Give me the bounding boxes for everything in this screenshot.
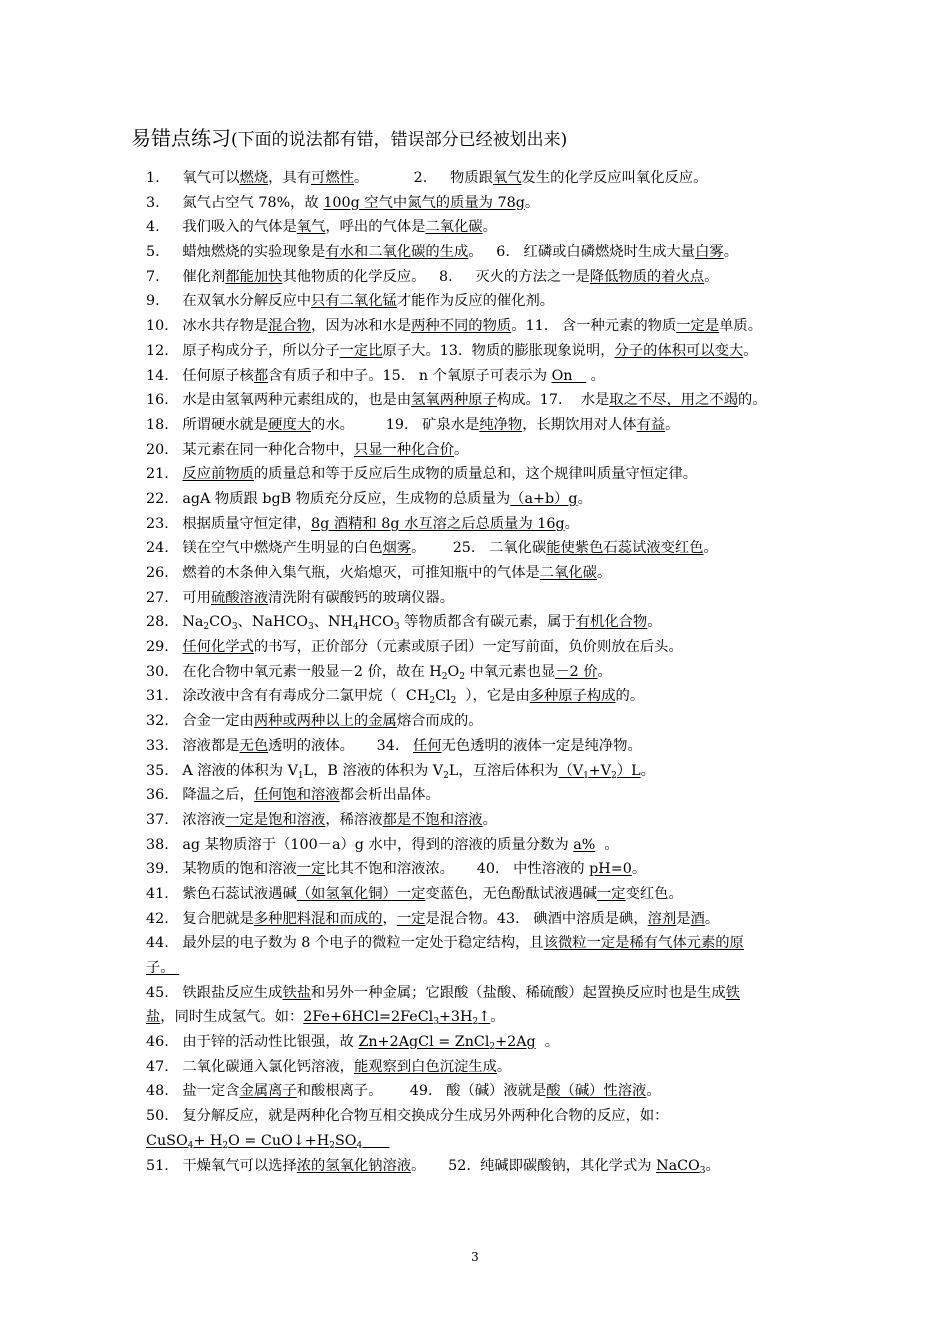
error-underline: 二氧化碳 — [539, 565, 597, 581]
error-underline: 烟雾 — [382, 540, 412, 557]
exercise-line — [146, 364, 846, 389]
error-underline: 盐 — [146, 1009, 161, 1026]
subscript: 1 — [583, 770, 589, 781]
error-underline: 白雾 — [695, 244, 724, 261]
subscript: 4 — [356, 1140, 363, 1151]
line-text: 的。 — [615, 688, 645, 705]
exercise-line — [146, 610, 846, 635]
subscript: 3 — [231, 622, 238, 633]
line-text: 透明的液体。 34. — [268, 737, 414, 754]
line-text: ， — [382, 910, 397, 927]
line-text: 。 — [482, 219, 497, 236]
line-text: 4. 我们吸入的气体是 — [146, 219, 297, 236]
error-underline: 铁 — [725, 984, 740, 1001]
exercise-line — [146, 684, 846, 709]
error-underline: 只有二氧化锰 — [311, 293, 397, 310]
title-main: 易错点练习 — [131, 126, 231, 150]
line-text: 22. agA 物质跟 bgB 物质充分反应，生成物的总质量为 — [146, 490, 511, 507]
exercise-line — [146, 660, 846, 685]
error-underline: ）L — [616, 762, 641, 779]
line-text: 比其不饱和溶液浓。 40. 中性溶液的 — [325, 861, 590, 878]
error-underline: 酸（碱）性溶液 — [546, 1083, 647, 1100]
line-text: 。 — [564, 515, 579, 532]
line-text: 。 52. 纯碱即碳酸钠，其化学式为 — [411, 1157, 657, 1174]
error-underline: a% — [573, 836, 596, 853]
error-underline: 多种原子构成 — [529, 688, 616, 705]
line-text: 39. 某物质的饱和溶液 — [146, 861, 297, 878]
error-underline: 一定 — [596, 885, 626, 902]
exercise-line — [146, 215, 846, 240]
error-underline: On — [551, 367, 587, 384]
exercise-line — [146, 339, 846, 364]
line-text: O — [447, 663, 460, 680]
line-text: 29. — [146, 639, 183, 656]
line-text: 才能作为反应的催化剂。 — [396, 293, 555, 310]
line-text: 38. ag 某物质溶于（100－a）g 水中，得到的溶液的质量分数为 — [146, 836, 574, 853]
line-text: 的质量总和等于反应后生成物的质量总和，这个规律叫质量守恒定律。 — [253, 466, 698, 483]
line-text: 。 — [705, 1157, 720, 1174]
exercise-line — [146, 438, 846, 463]
line-text: 。 — [577, 490, 592, 507]
exercise-line — [146, 413, 846, 438]
subscript: 2 — [611, 770, 617, 781]
exercise-line — [146, 289, 846, 314]
error-underline: 酒 — [690, 910, 705, 927]
error-underline: +V — [588, 762, 612, 779]
exercise-line — [146, 1005, 846, 1030]
line-text: 是混合物。43. 碘酒中溶质是碘， — [425, 910, 648, 927]
exercise-line — [146, 709, 846, 734]
subscript: 2 — [443, 770, 449, 781]
line-text: 33. 溶液都是 — [146, 737, 240, 754]
line-text: 30. 在化合物中氧元素一般显－2 价，故在 H — [146, 663, 442, 680]
error-underline: 金属离子 — [239, 1083, 297, 1100]
line-text: 10. 冰水共存物是 — [146, 318, 269, 335]
error-underline: ↑ — [478, 1009, 491, 1026]
subscript: 2 — [441, 671, 448, 682]
exercise-line — [146, 314, 846, 339]
error-underline: 一定是饱和溶液 — [225, 811, 326, 828]
error-underline: 一定是 — [676, 318, 720, 335]
line-text: Cl — [435, 688, 451, 705]
line-text: 。 — [482, 811, 497, 828]
line-text: 。 — [647, 614, 662, 631]
line-text: 46. 由于锌的活动性比银强，故 — [146, 1034, 359, 1051]
exercise-line — [146, 882, 846, 907]
subscript: 3 — [308, 622, 314, 633]
subscript: 2 — [459, 671, 465, 682]
line-text: 。 — [704, 268, 719, 285]
error-underline: 溶剂 — [647, 910, 677, 927]
error-underline: 只显一种化合价 — [353, 441, 455, 458]
error-underline: 氧气 — [296, 219, 326, 236]
line-text: 。 — [524, 194, 540, 211]
error-underline: Zn+2AgCl = ZnCl — [358, 1034, 490, 1051]
line-text: 42. 复合肥就是 — [146, 910, 254, 927]
error-underline: 能观察到白色沉淀生成 — [353, 1058, 497, 1075]
page-number: 3 — [471, 1250, 479, 1264]
line-text: 。 — [490, 1009, 505, 1026]
exercise-line — [146, 191, 846, 216]
exercise-line — [146, 462, 846, 487]
line-text: 26. 燃着的木条伸入集气瓶，火焰熄灭，可推知瓶中的气体是 — [146, 565, 540, 581]
line-text: 。 — [703, 540, 718, 557]
line-text: 。 — [665, 416, 680, 433]
page-title — [131, 122, 567, 151]
subscript: 2 — [222, 1140, 229, 1151]
line-text: L，互溶后体积为 — [448, 762, 559, 779]
line-text: 。 — [723, 244, 738, 261]
line-text: 。 — [631, 861, 647, 878]
subscript: 2 — [203, 622, 210, 633]
line-text: 、NaHCO — [237, 614, 309, 631]
line-text: 31. 涂改液中含有有毒成分二氯甲烷（ CH — [146, 688, 430, 705]
subscript: 2 — [329, 1140, 335, 1151]
line-text: 单质。 — [719, 318, 763, 335]
line-text: 47. 二氧化碳通入氯化钙溶液， — [146, 1058, 354, 1075]
error-underline: （V — [558, 762, 584, 779]
error-underline: 2Fe+6HCl=2FeCl — [303, 1009, 434, 1026]
title-subtitle: (下面的说法都有错，错误部分已经被划出来) — [231, 130, 568, 150]
line-text: 。 — [454, 441, 469, 458]
error-underline: 能使紫色石蕊试液变红色 — [546, 540, 704, 557]
line-text: 是 — [676, 910, 691, 927]
error-underline: 该微粒一定是稀有气体元素的原 — [543, 935, 744, 952]
line-text: 44. 最外层的电子数为 8 个电子的微粒一定处于稳定结构，且 — [146, 935, 544, 952]
subscript: 4 — [353, 622, 359, 633]
line-text: 。 — [596, 565, 612, 581]
error-underline: 子。 — [146, 960, 180, 976]
error-underline: 任何饱和溶液 — [253, 787, 340, 804]
line-text: 9. 在双氧水分解反应中 — [146, 293, 312, 310]
exercise-line — [146, 166, 846, 191]
subscript: 2 — [472, 1017, 479, 1028]
error-underline: 100g 空气中氮气的质量为 78g — [323, 194, 525, 211]
line-text: 50. 复分解反应，就是两种化合物互相交换成分生成另外两种化合物的反应，如： — [146, 1108, 669, 1125]
error-underline: pH=0 — [589, 861, 632, 878]
line-text: 无色透明的液体一定是纯净物。 — [441, 737, 642, 754]
line-text: 和酸根离子。 49. 酸（碱）液就是 — [296, 1083, 547, 1100]
error-underline: +2Ag — [495, 1034, 536, 1051]
error-underline: 浓的氢氧化钠溶液 — [296, 1157, 412, 1174]
line-text: CO — [209, 614, 232, 631]
line-text: 36. 降温之后， — [146, 787, 254, 804]
error-underline: 有益 — [636, 416, 666, 433]
line-text: 。 — [586, 367, 605, 384]
line-text: 24. 镁在空气中燃烧产生明显的白色 — [146, 540, 383, 557]
error-underline: （a+b）g — [510, 490, 578, 507]
line-text: 熔合而成的。 — [396, 713, 483, 730]
subscript: 2 — [450, 696, 457, 707]
line-text: 。 — [704, 910, 720, 927]
subscript: 2 — [489, 1042, 496, 1053]
line-text: 21. — [146, 466, 183, 483]
line-text: 48. 盐一定含 — [146, 1083, 240, 1100]
exercise-line — [146, 1030, 846, 1055]
line-text: 。 25. 二氧化碳 — [411, 540, 547, 557]
error-underline: 分子的体积可以变大 — [614, 342, 744, 359]
exercise-line — [146, 512, 846, 537]
line-text: 。 6. 红磷或白磷燃烧时生成大量 — [468, 244, 696, 261]
line-text: 5. 蜡烛燃烧的实验现象是 — [146, 244, 326, 261]
line-text: 的水。 19. 矿泉水是 — [311, 416, 480, 433]
line-text: 。 — [496, 1058, 512, 1075]
subscript: 3 — [393, 622, 400, 633]
error-underline: 混合物 — [268, 318, 312, 335]
exercise-line — [146, 536, 846, 561]
line-text: 。 2. 物质跟 — [353, 170, 493, 186]
error-underline — [362, 1133, 389, 1149]
line-text: 等物质都含有碳元素，属于 — [399, 614, 576, 631]
error-underline: 无色 — [239, 737, 269, 754]
line-text: 51. 干燥氧气可以选择 — [146, 1157, 297, 1174]
line-text: 28. Na — [146, 614, 204, 631]
exercise-line — [146, 931, 846, 956]
error-underline: 任何化学式 — [182, 639, 254, 656]
line-text: 含有质子和中子。15. n 个氧原子可表示为 — [268, 367, 552, 384]
exercise-line — [146, 833, 846, 858]
line-text: HCO — [358, 614, 394, 631]
exercise-line — [146, 388, 846, 413]
subscript: 3 — [699, 1165, 706, 1176]
subscript: 2 — [429, 696, 436, 707]
exercise-list — [146, 166, 846, 1178]
exercise-line — [146, 240, 846, 265]
line-text: 1. 氧气可以 — [146, 170, 240, 186]
exercise-line — [146, 635, 846, 660]
line-text: ，同时生成氢气。如： — [160, 1009, 304, 1026]
line-text: 发生的化学反应叫氧化反应。 — [521, 170, 708, 186]
error-underline: 都是不饱和溶液 — [382, 811, 483, 828]
error-underline: 氢氧两种原子 — [411, 392, 497, 409]
line-text: 18. 所谓硬水就是 — [146, 416, 269, 433]
line-text: 。 — [646, 1083, 661, 1100]
line-text: 。11. 含一种元素的物质 — [511, 318, 677, 335]
error-underline: 有机化合物 — [575, 614, 648, 631]
line-text: ，稀溶液 — [325, 811, 383, 828]
line-text: ，因为冰和水是 — [311, 318, 412, 335]
exercise-line — [146, 783, 846, 808]
line-text: 20. 某元素在同一种化合物中， — [146, 441, 354, 458]
error-underline: 燃烧 — [239, 170, 269, 186]
line-text: 41. 紫色石蕊试液遇碱 — [146, 885, 297, 902]
line-text: ，长期饮用对人体 — [522, 416, 637, 433]
error-underline: －2 价 — [555, 663, 598, 680]
line-text: 。 — [597, 663, 612, 680]
line-text: 7. 催化剂 — [146, 268, 226, 285]
line-text: ，呼出的气体是 — [325, 219, 426, 236]
exercise-line — [146, 981, 846, 1006]
line-text: 。 — [535, 1034, 560, 1051]
error-underline: 硫酸溶液 — [210, 589, 269, 606]
exercise-line — [146, 586, 846, 611]
exercise-line — [146, 808, 846, 833]
error-underline: 降低物质的着火点 — [589, 268, 705, 285]
error-underline: 一定 — [396, 910, 426, 927]
line-text: 清洗附有碳酸钙的玻璃仪器。 — [268, 589, 455, 606]
exercise-line — [146, 907, 846, 932]
error-underline: 两种不同的物质 — [411, 318, 512, 335]
error-underline: 可燃性 — [311, 170, 354, 186]
line-text: 变红色。 — [625, 885, 683, 902]
error-underline: 纯净物 — [479, 416, 523, 433]
line-text: 12. 原子构成分子，所以分子 — [146, 342, 340, 359]
line-text: 23. 根据质量守恒定律， — [146, 515, 312, 532]
error-underline: 取之不尽，用之不竭 — [609, 392, 738, 409]
exercise-line — [146, 734, 846, 759]
line-text: 37. 浓溶液 — [146, 811, 226, 828]
line-text: 的书写，正价部分（元素或原子团）一定写前面，负价则放在后头。 — [253, 639, 683, 656]
error-underline: 都 — [253, 367, 269, 384]
exercise-line — [146, 1154, 846, 1179]
line-text: 其他物质的化学反应。 8. 灭火的方法之一是 — [282, 268, 590, 285]
error-underline: 二氧化碳 — [425, 219, 483, 236]
error-underline: CuSO — [146, 1132, 188, 1149]
exercise-line — [146, 759, 846, 784]
line-text: 和另外一种金属；它跟酸（盐酸、稀硫酸）起置换反应时也是生成 — [311, 984, 726, 1001]
line-text: 中氧元素也显 — [464, 663, 556, 680]
line-text: 原子大。13. 物质的膨胀现象说明， — [382, 342, 615, 359]
error-underline: + H — [193, 1132, 223, 1149]
error-underline: O = CuO↓+H — [228, 1132, 330, 1149]
exercise-line — [146, 1079, 846, 1104]
exercise-line — [146, 1129, 846, 1154]
line-text: 、NH — [313, 614, 354, 631]
line-text: 45. 铁跟盐反应生成 — [146, 984, 283, 1001]
error-underline: 一定 — [296, 861, 326, 878]
line-text: 27. 可用 — [146, 589, 211, 606]
subscript: 3 — [433, 1017, 439, 1028]
subscript: 4 — [187, 1140, 194, 1151]
line-text: 。 — [640, 762, 655, 779]
error-underline: （如氢氧化铜）一定 — [296, 885, 426, 902]
exercise-line — [146, 487, 846, 512]
error-underline: 两种或两种以上的金属 — [253, 713, 397, 730]
line-text: 32. 合金一定由 — [146, 713, 254, 730]
line-text: 3. 氮气占空气 78%，故 — [146, 194, 324, 211]
error-underline: 8g 酒精和 8g 水互溶之后总质量为 16g — [311, 515, 565, 532]
error-underline: 都能加快 — [225, 268, 283, 285]
exercise-line — [146, 857, 846, 882]
exercise-line — [146, 1055, 846, 1080]
line-text: 都会析出晶体。 — [339, 787, 440, 804]
error-underline: 任何 — [413, 737, 442, 754]
error-underline: 氧气 — [492, 170, 522, 186]
error-underline: 铁盐 — [282, 984, 312, 1001]
line-text: ，具有 — [268, 170, 312, 186]
line-text: 。 — [743, 342, 758, 359]
line-text: 14. 任何原子核 — [146, 367, 254, 384]
error-underline: NaCO — [656, 1157, 700, 1174]
line-text: 16. 水是由氢氧两种元素组成的，也是由 — [146, 392, 412, 409]
error-underline: 反应前物质 — [182, 466, 254, 483]
error-underline: 多种肥料混和而成的 — [253, 910, 383, 927]
line-text: 变蓝色，无色酚酞试液遇碱 — [425, 885, 597, 902]
line-text: 构成。17. 水是 — [496, 392, 610, 409]
error-underline: +3H — [438, 1009, 473, 1026]
exercise-line — [146, 561, 846, 586]
line-text: L，B 溶液的体积为 V — [303, 762, 444, 779]
error-underline: 硬度大 — [268, 416, 312, 433]
exercise-line — [146, 265, 846, 290]
error-underline: SO — [334, 1132, 357, 1149]
line-text: 。 — [595, 836, 619, 853]
line-text: 35. A 溶液的体积为 V — [146, 762, 298, 779]
line-text: ），它是由 — [456, 688, 530, 705]
exercise-line — [146, 956, 846, 981]
error-underline: 一定比 — [339, 342, 383, 359]
line-text: 的。 — [737, 392, 767, 409]
error-underline: 有水和二氧化碳的生成 — [325, 244, 469, 261]
subscript: 1 — [297, 770, 304, 781]
exercise-line — [146, 1104, 846, 1129]
